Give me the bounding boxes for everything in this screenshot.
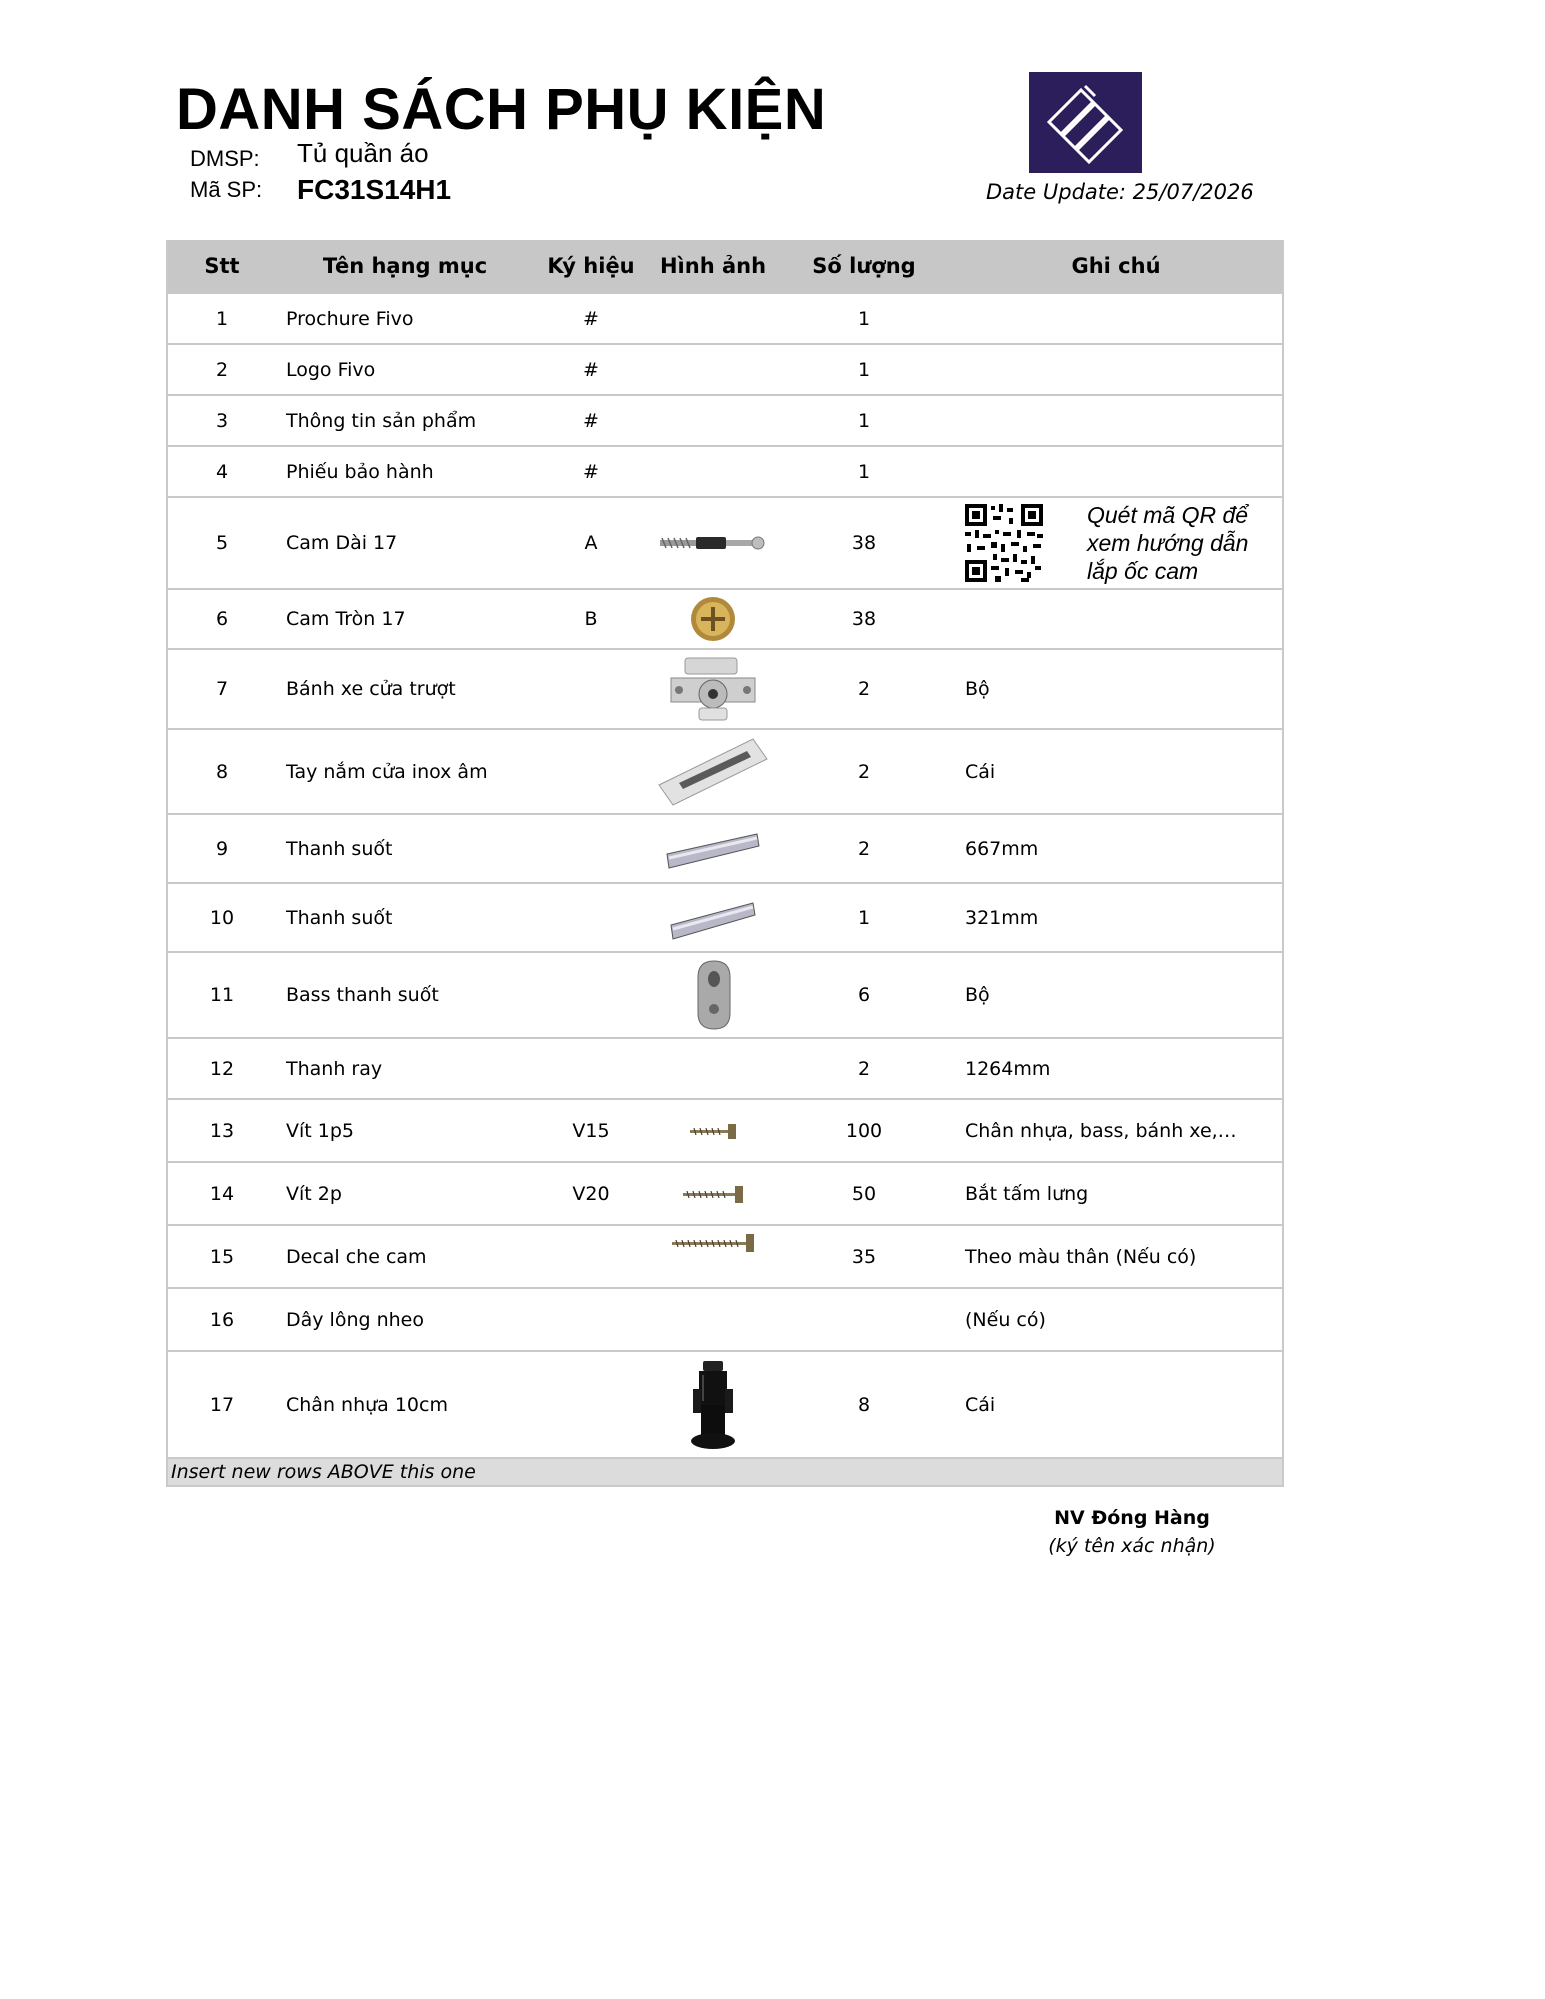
cell-qty: 2 bbox=[857, 678, 871, 700]
insert-rows-note: Insert new rows ABOVE this one bbox=[168, 1457, 1282, 1487]
table-row bbox=[168, 1287, 1282, 1350]
col-note: Ghi chú bbox=[1071, 254, 1161, 278]
cell-qty: 1 bbox=[857, 358, 871, 381]
cell-stt: 14 bbox=[209, 1182, 235, 1205]
cell-name: Bass thanh suốt bbox=[286, 984, 439, 1006]
cell-code: B bbox=[584, 608, 598, 630]
table-row bbox=[168, 292, 1282, 343]
cell-qty: 6 bbox=[857, 984, 871, 1006]
cell-qty: 1 bbox=[857, 906, 871, 929]
col-image: Hình ảnh bbox=[659, 254, 767, 278]
cell-stt: 17 bbox=[209, 1393, 235, 1416]
date-update: Date Update: 25/07/2026 bbox=[986, 180, 1254, 204]
screw-image bbox=[648, 1163, 778, 1224]
table-row bbox=[168, 728, 1282, 813]
cell-name: Bánh xe cửa trượt bbox=[286, 678, 456, 700]
cell-note: Bộ bbox=[965, 678, 990, 700]
table-row bbox=[168, 951, 1282, 1037]
cell-code: # bbox=[583, 307, 599, 330]
signature-subtitle: (ký tên xác nhận) bbox=[1048, 1535, 1216, 1557]
cell-name: Decal che cam bbox=[286, 1245, 427, 1268]
cell-image bbox=[648, 294, 778, 343]
accessories-table bbox=[166, 240, 1284, 1487]
cell-qty: 2 bbox=[857, 1057, 871, 1080]
plastic-leg-image bbox=[648, 1352, 778, 1457]
table-row bbox=[168, 1037, 1282, 1098]
cell-image bbox=[648, 447, 778, 496]
cell-qty: 1 bbox=[857, 409, 871, 432]
cell-name: Thanh suốt bbox=[286, 837, 393, 860]
qr-instruction-text: Quét mã QR để xem hướng dẫn lắp ốc cam bbox=[1087, 502, 1249, 584]
cell-stt: 13 bbox=[209, 1119, 235, 1142]
hanging-rail-image bbox=[648, 884, 778, 951]
col-code: Ký hiệu bbox=[547, 254, 635, 278]
cell-code: V20 bbox=[572, 1182, 610, 1205]
cell-stt: 8 bbox=[215, 760, 229, 783]
cell-note bbox=[950, 501, 1282, 585]
cell-stt: 10 bbox=[209, 906, 235, 929]
cell-code: V15 bbox=[572, 1119, 610, 1142]
table-row bbox=[168, 496, 1282, 588]
table-header bbox=[168, 240, 1282, 292]
cell-note: 1264mm bbox=[965, 1057, 1051, 1080]
cell-qty: 50 bbox=[851, 1182, 877, 1205]
cell-name: Prochure Fivo bbox=[286, 307, 414, 330]
table-row bbox=[168, 1161, 1282, 1224]
sliding-wheel-image bbox=[648, 650, 778, 728]
cell-stt: 5 bbox=[215, 532, 229, 554]
cell-qty: 2 bbox=[857, 760, 871, 783]
cell-note: Theo màu thân (Nếu có) bbox=[965, 1245, 1197, 1268]
table-row bbox=[168, 394, 1282, 445]
table-row bbox=[168, 1098, 1282, 1161]
cell-stt: 7 bbox=[215, 678, 229, 700]
dmsp-value: Tủ quần áo bbox=[297, 138, 429, 168]
cell-note: Bắt tấm lưng bbox=[965, 1182, 1089, 1205]
cell-name: Tay nắm cửa inox âm bbox=[286, 760, 488, 783]
brand-logo bbox=[1029, 72, 1142, 173]
col-qty: Số lượng bbox=[812, 254, 916, 278]
page-title: DANH SÁCH PHỤ KIỆN bbox=[176, 77, 827, 142]
cell-qty: 1 bbox=[857, 307, 871, 330]
table-row bbox=[168, 648, 1282, 728]
cell-name: Dây lông nheo bbox=[286, 1308, 425, 1331]
table-row bbox=[168, 813, 1282, 882]
cell-name: Vít 1p5 bbox=[286, 1119, 355, 1142]
cell-code: # bbox=[583, 358, 599, 381]
cell-stt: 3 bbox=[215, 409, 229, 432]
hanging-rail-image bbox=[648, 815, 778, 882]
cell-name: Vít 2p bbox=[286, 1182, 342, 1205]
cell-note: 667mm bbox=[965, 837, 1039, 860]
recessed-handle-image bbox=[648, 730, 778, 813]
table-row bbox=[168, 343, 1282, 394]
cell-note: Bộ bbox=[965, 984, 990, 1006]
signature-title: NV Đóng Hàng bbox=[1054, 1507, 1210, 1529]
cell-qty: 2 bbox=[857, 837, 871, 860]
cell-stt: 2 bbox=[215, 358, 229, 381]
cell-stt: 15 bbox=[209, 1245, 235, 1268]
cell-image bbox=[648, 1039, 778, 1098]
cell-code: # bbox=[583, 460, 599, 483]
cell-qty: 38 bbox=[851, 608, 877, 630]
cell-image bbox=[648, 396, 778, 445]
cell-note: Cái bbox=[965, 760, 996, 783]
cell-name: Thông tin sản phẩm bbox=[286, 409, 477, 432]
cell-stt: 9 bbox=[215, 837, 229, 860]
cell-stt: 1 bbox=[215, 307, 229, 330]
masp-value: FC31S14H1 bbox=[297, 174, 452, 205]
cell-code: # bbox=[583, 409, 599, 432]
cell-stt: 11 bbox=[209, 984, 235, 1006]
cell-note: (Nếu có) bbox=[965, 1308, 1046, 1331]
cell-image bbox=[648, 345, 778, 394]
cell-name: Logo Fivo bbox=[286, 358, 376, 381]
dmsp-label: DMSP: bbox=[190, 146, 260, 171]
cell-stt: 12 bbox=[209, 1057, 235, 1080]
table-row bbox=[168, 445, 1282, 496]
qr-code-icon bbox=[965, 504, 1043, 582]
col-stt: Stt bbox=[204, 254, 240, 278]
cell-stt: 6 bbox=[215, 608, 229, 630]
cell-qty: 100 bbox=[845, 1119, 883, 1142]
cam-lock-image bbox=[648, 590, 778, 648]
masp-label: Mã SP: bbox=[190, 177, 263, 202]
cell-name: Thanh ray bbox=[286, 1057, 383, 1080]
cell-note: Cái bbox=[965, 1393, 996, 1416]
cell-name: Cam Dài 17 bbox=[286, 532, 398, 554]
screw-image bbox=[648, 1226, 778, 1287]
rail-bracket-image bbox=[648, 953, 778, 1037]
cell-stt: 4 bbox=[215, 460, 229, 483]
cell-code: A bbox=[584, 532, 598, 554]
col-name: Tên hạng mục bbox=[322, 254, 488, 278]
table-row bbox=[168, 1224, 1282, 1287]
cell-name: Cam Tròn 17 bbox=[286, 608, 406, 630]
cell-note: Chân nhựa, bass, bánh xe,… bbox=[965, 1119, 1237, 1142]
cell-image bbox=[648, 1289, 778, 1350]
cell-note: 321mm bbox=[965, 906, 1039, 929]
cell-name: Chân nhựa 10cm bbox=[286, 1393, 448, 1416]
cam-bolt-image bbox=[648, 498, 778, 588]
screw-image bbox=[648, 1100, 778, 1161]
cell-name: Phiếu bảo hành bbox=[286, 460, 434, 483]
cell-qty: 35 bbox=[851, 1245, 877, 1268]
table-row bbox=[168, 882, 1282, 951]
cell-qty: 38 bbox=[851, 532, 877, 554]
table-row bbox=[168, 588, 1282, 648]
cell-stt: 16 bbox=[209, 1308, 235, 1331]
cell-name: Thanh suốt bbox=[286, 906, 393, 929]
cell-qty: 1 bbox=[857, 460, 871, 483]
table-row bbox=[168, 1350, 1282, 1457]
cell-qty: 8 bbox=[857, 1393, 871, 1416]
